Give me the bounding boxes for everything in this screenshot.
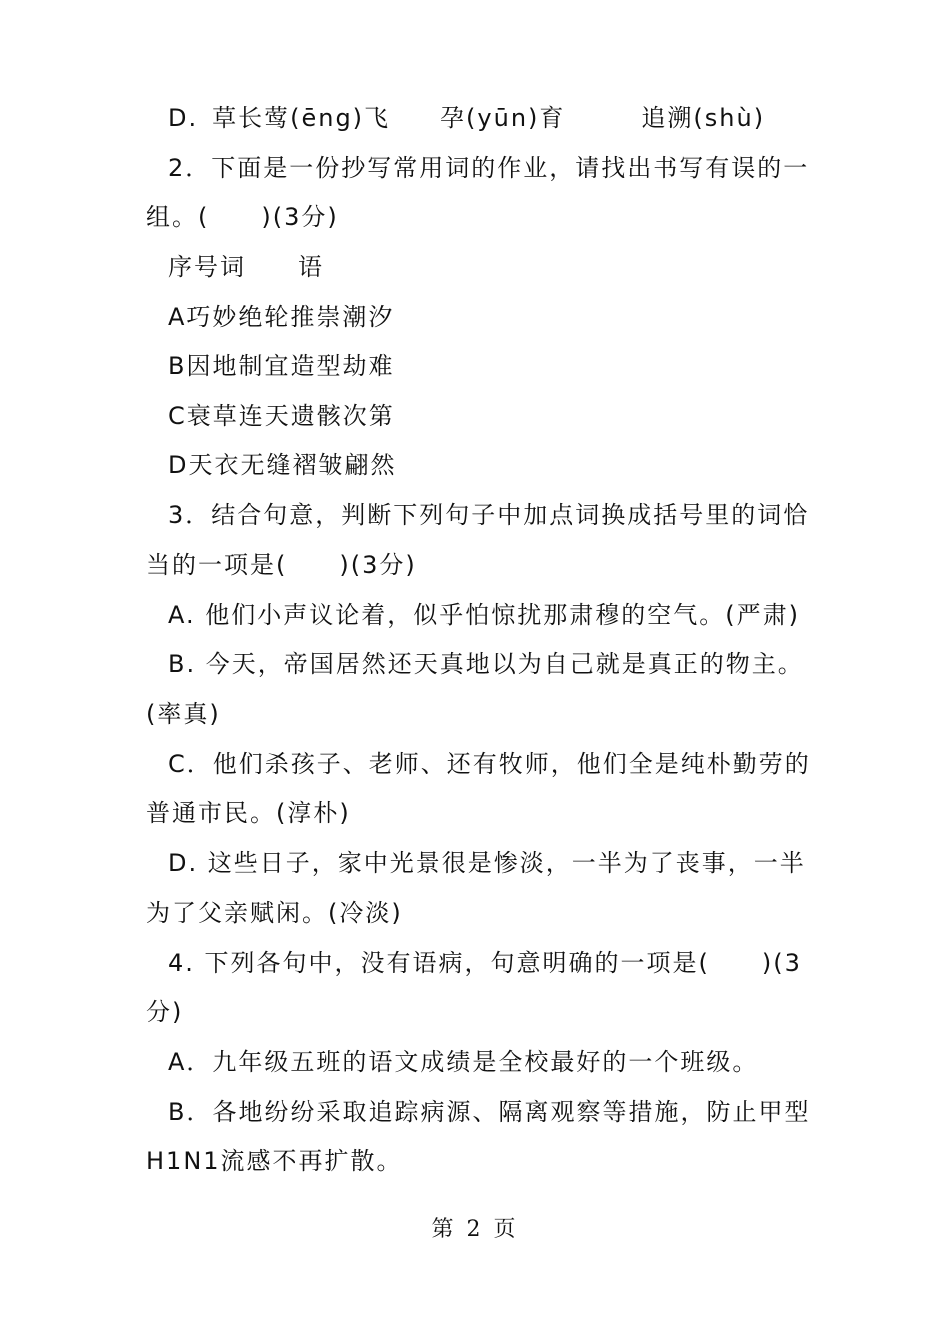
q2-table-header xyxy=(168,251,324,283)
q4-stem-line1: 4. 下列各句中，没有语病，句意明确的一项是( )(3 xyxy=(168,949,802,977)
q1-option-d-prefix: D. xyxy=(168,104,199,132)
page-number: 第 2 页 xyxy=(431,1217,519,1242)
q1-option-d-word3: 追溯(shù) xyxy=(641,104,766,132)
q3-option-c-line1: C．他们杀孩子、老师、还有牧师，他们全是纯朴勤劳的 xyxy=(168,750,811,778)
q4-stem-line2: 分) xyxy=(146,998,184,1026)
q3-option-a: A. 他们小声议论着，似乎怕惊扰那肃穆的空气。(严肃) xyxy=(168,601,800,629)
q1-option-d-word1: 草长莺(ēng)飞 xyxy=(212,104,391,132)
q3-option-b-line1: B. 今天，帝国居然还天真地以为自己就是真正的物主。 xyxy=(168,650,804,678)
q3-option-b-line2: (率真) xyxy=(146,700,221,728)
q2-header-col2: 语 xyxy=(298,253,324,281)
q3-option-d-line1: D. 这些日子，家中光景很是惨淡，一半为了丧事，一半 xyxy=(168,849,806,877)
q2-option-a: A巧妙绝轮推崇潮汐 xyxy=(168,303,395,331)
q2-option-d: D天衣无缝褶皱翩然 xyxy=(168,451,397,479)
q4-option-b-line1: B．各地纷纷采取追踪病源、隔离观察等措施，防止甲型 xyxy=(168,1098,811,1126)
q2-header-col1: 序号词 xyxy=(168,253,246,281)
q3-stem-line1: 3．结合句意，判断下列句子中加点词换成括号里的词恰 xyxy=(168,501,810,529)
q1-option-d xyxy=(168,102,765,134)
q1-option-d-word2: 孕(yūn)育 xyxy=(440,104,566,132)
q2-option-c: C衰草连天遗骸次第 xyxy=(168,402,395,430)
q4-option-b-line2: H1N1流感不再扩散。 xyxy=(146,1147,403,1175)
q3-stem-line2: 当的一项是( )(3分) xyxy=(146,551,417,579)
q3-option-d-line2: 为了父亲赋闲。(冷淡) xyxy=(146,899,403,927)
q2-stem-line1: 2．下面是一份抄写常用词的作业，请找出书写有误的一 xyxy=(168,154,810,182)
q2-stem-line2: 组。( )(3分) xyxy=(146,203,339,231)
q3-option-c-line2: 普通市民。(淳朴) xyxy=(146,799,351,827)
q2-option-b: B因地制宜造型劫难 xyxy=(168,352,395,380)
q4-option-a: A．九年级五班的语文成绩是全校最好的一个班级。 xyxy=(168,1048,759,1076)
